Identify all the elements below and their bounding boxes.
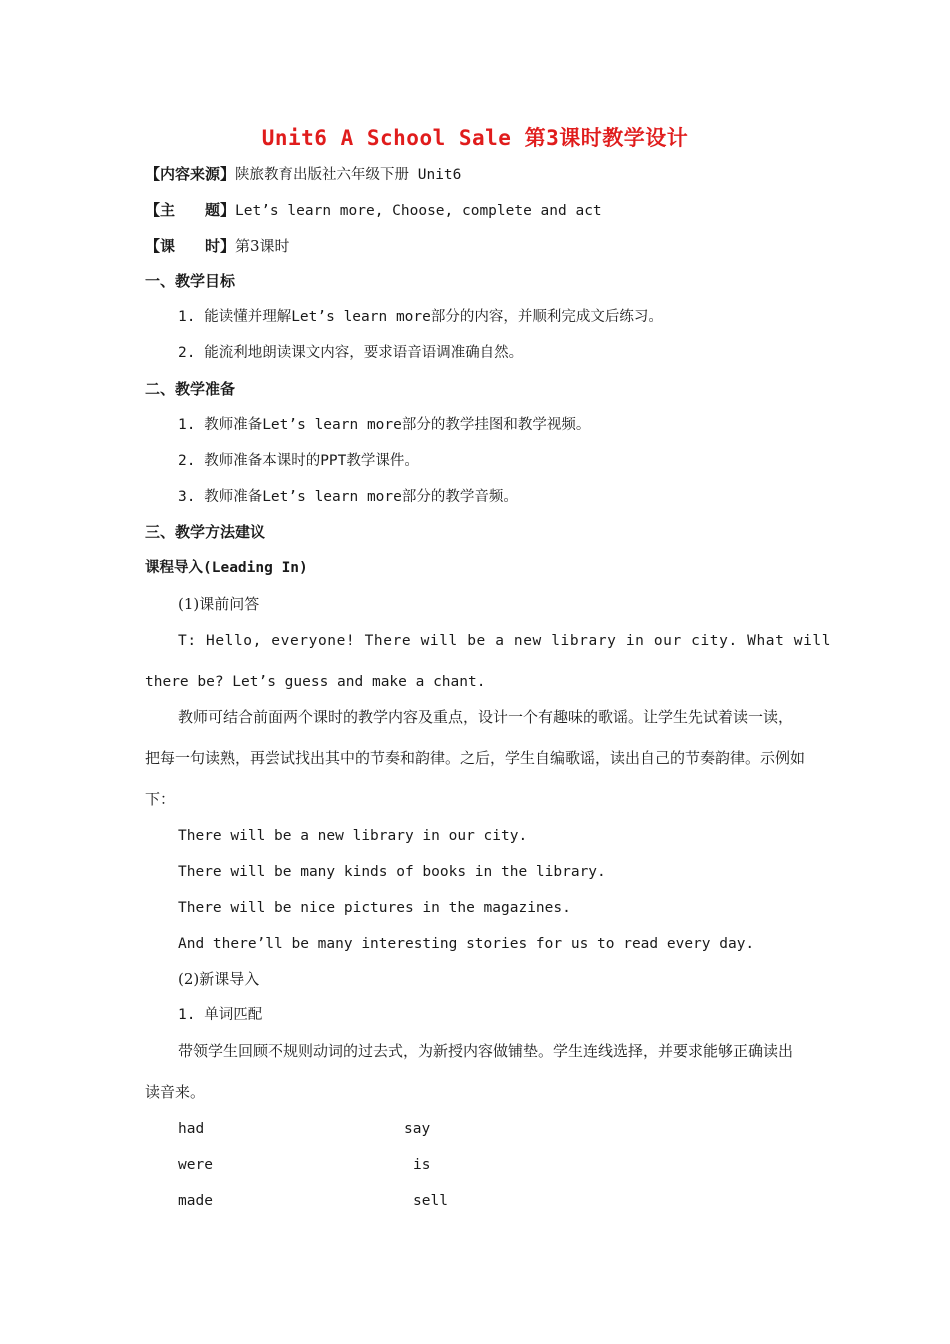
meta-source-value: 陕旅教育出版社六年级下册 Unit6 <box>235 167 462 183</box>
chant-line-2: There will be many kinds of books in the library. <box>178 864 606 880</box>
match-right-2: is <box>413 1157 431 1173</box>
instruction-paragraph-1: 教师可结合前面两个课时的教学内容及重点，设计一个有趣味的歌谣。让学生先试着读一读，把每一句读熟，再尝试找出其中的节奏和韵律。之后，学生自编歌谣，读出自己的节奏韵律。示例如下： <box>145 708 806 808</box>
chant-line-3: There will be nice pictures in the magazines. <box>178 900 571 916</box>
match-left-1: had <box>178 1121 205 1137</box>
preparation-heading: 二、教学准备 <box>145 380 236 398</box>
document-title: Unit6 A School Sale 第3课时教学设计 <box>261 126 689 150</box>
preparation-item-2: 2. 教师准备本课时的PPT教学课件。 <box>178 453 419 469</box>
methods-heading: 三、教学方法建议 <box>145 523 266 541</box>
meta-period <box>145 236 290 256</box>
meta-period-label: 【课 时】 <box>145 237 236 255</box>
leading-in-heading: 课程导入(Leading In) <box>145 560 308 576</box>
objective-item-1: 1. 能读懂并理解Let’s learn more部分的内容，并顺利完成文后练习。 <box>178 309 663 325</box>
meta-topic-label: 【主 题】 <box>145 201 236 219</box>
meta-period-value: 第3课时 <box>235 237 290 255</box>
meta-topic <box>145 200 602 221</box>
preparation-item-3: 3. 教师准备Let’s learn more部分的教学音频。 <box>178 489 518 505</box>
chant-line-1: There will be a new library in our city. <box>178 828 528 844</box>
instruction-paragraph-2: 带领学生回顾不规则动词的过去式，为新授内容做铺垫。学生连线选择，并要求能够正确读出读音来。 <box>145 1042 794 1101</box>
dialogue-line-1: T: Hello, everyone! There will be a new library in our city. What will <box>178 633 832 649</box>
match-title: 1. 单词匹配 <box>178 1007 263 1023</box>
meta-topic-value: Let’s learn more, Choose, complete and act <box>235 203 602 219</box>
meta-source-label: 【内容来源】 <box>145 165 236 183</box>
match-right-3: sell <box>413 1193 448 1209</box>
match-left-2: were <box>178 1157 213 1173</box>
match-left-3: made <box>178 1193 213 1209</box>
part1-label: (1)课前问答 <box>178 595 260 613</box>
objectives-heading: 一、教学目标 <box>145 272 236 290</box>
preparation-item-1: 1. 教师准备Let’s learn more部分的教学挂图和教学视频。 <box>178 417 591 433</box>
match-right-1: say <box>404 1121 431 1137</box>
dialogue-line-2: there be? Let’s guess and make a chant. <box>145 674 486 690</box>
objective-item-2: 2. 能流利地朗读课文内容，要求语音语调准确自然。 <box>178 345 524 361</box>
chant-line-4: And there’ll be many interesting stories for us to read every day. <box>178 936 755 952</box>
meta-source <box>145 164 461 185</box>
part2-label: (2)新课导入 <box>178 970 260 988</box>
